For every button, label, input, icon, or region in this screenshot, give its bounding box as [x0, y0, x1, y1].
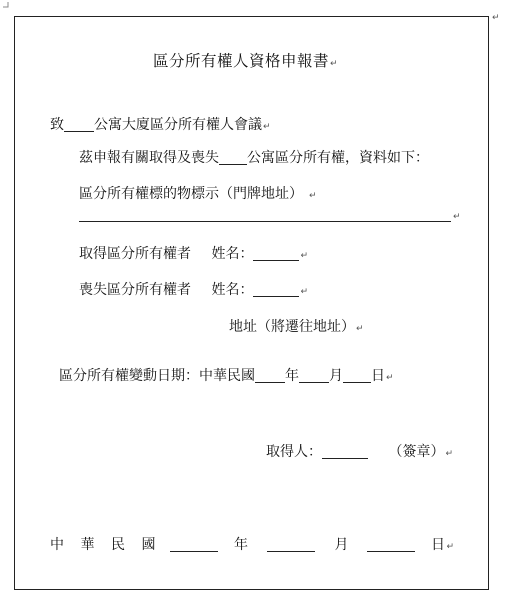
signature-blank[interactable]	[322, 444, 368, 459]
loser-name-blank[interactable]	[253, 282, 299, 297]
footer-date-row: 中 華 民 國 年 月 日↵	[50, 537, 455, 553]
loser-row: 喪失區分所有權者 姓名： ↵	[79, 282, 308, 298]
property-label: 區分所有權標的物標示（門牌地址） ↵	[79, 186, 317, 202]
addressee-line: 致 公寓大廈區分所有權人會議↵	[50, 117, 271, 133]
document-title: 區分所有權人資格申報書↵	[153, 52, 339, 70]
footer-day-blank[interactable]	[367, 537, 415, 552]
footer-year-blank[interactable]	[170, 537, 218, 552]
loser-address-label: 地址（將遷往地址）↵	[229, 319, 364, 335]
crop-mark-top-left	[3, 2, 9, 8]
acquirer-row: 取得區分所有權者 姓名： ↵	[79, 246, 308, 262]
paragraph-mark: ↵	[492, 13, 500, 23]
form-frame	[14, 16, 489, 590]
footer-month-blank[interactable]	[267, 537, 315, 552]
community-name-blank[interactable]	[64, 117, 94, 132]
signature-row: 取得人： （簽章）↵	[266, 444, 453, 460]
change-day-blank[interactable]	[343, 368, 371, 383]
change-date-row: 區分所有權變動日期：中華民國 年 月 日↵	[59, 368, 394, 384]
statement-line: 茲申報有關取得及喪失 公寓區分所有權，資料如下：	[79, 150, 429, 166]
change-year-blank[interactable]	[255, 368, 285, 383]
apartment-name-blank[interactable]	[219, 150, 247, 165]
acquirer-name-blank[interactable]	[253, 246, 299, 261]
change-month-blank[interactable]	[299, 368, 329, 383]
property-address-line[interactable]	[79, 221, 451, 222]
